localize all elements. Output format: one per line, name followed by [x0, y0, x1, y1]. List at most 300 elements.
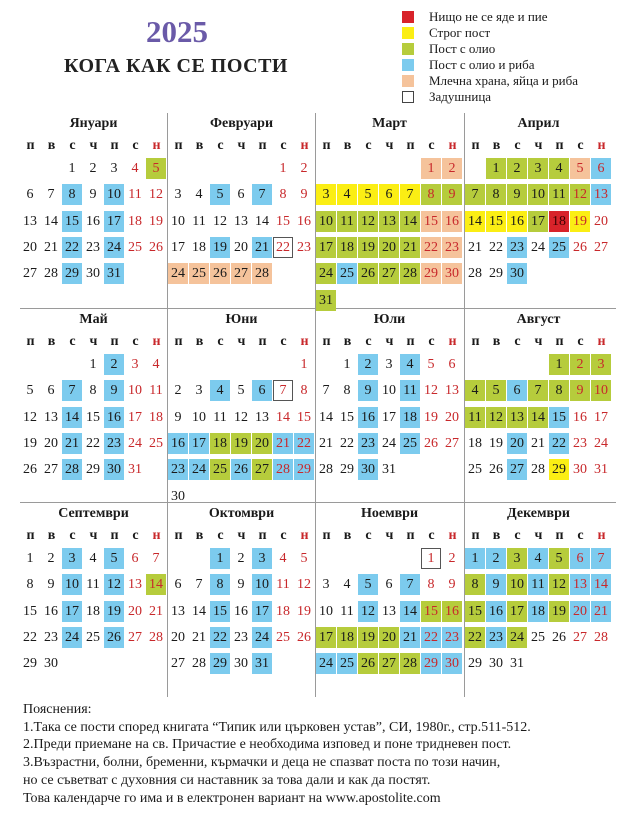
calendar-day: 17 [528, 211, 548, 232]
calendar-day: 18 [149, 409, 163, 425]
calendar-day: 29 [489, 266, 503, 282]
calendar-day: 1 [421, 548, 441, 569]
weekday-label: с [69, 138, 76, 153]
calendar-day: 10 [252, 574, 272, 595]
month-name: Март [372, 116, 407, 131]
weekday-label: с [280, 528, 287, 543]
calendar-day: 10 [316, 211, 336, 232]
calendar-day: 7 [47, 187, 55, 203]
calendar-day: 29 [340, 462, 354, 478]
weekday-label: с [132, 334, 139, 349]
calendar-day: 6 [379, 184, 399, 205]
calendar-day: 16 [104, 407, 124, 428]
calendar-day: 18 [468, 435, 482, 451]
calendar-day: 25 [189, 263, 209, 284]
calendar-day: 30 [489, 656, 503, 672]
calendar-day: 9 [237, 577, 245, 593]
weekday-label: п [555, 334, 564, 349]
calendar-day: 11 [128, 187, 142, 203]
calendar-day: 25 [531, 629, 545, 645]
calendar-day: 8 [62, 184, 82, 205]
weekday-label: ч [534, 334, 543, 349]
calendar-day: 14 [62, 407, 82, 428]
calendar-day: 4 [279, 551, 287, 566]
note-line: 2.Преди приемане на св. Причастие е необходима изповед и поне тридневен пост. [23, 737, 512, 753]
calendar-day: 23 [44, 629, 58, 645]
calendar-day: 17 [382, 409, 396, 425]
calendar-day: 27 [507, 459, 527, 480]
calendar-day: 21 [149, 603, 163, 619]
calendar-day: 11 [149, 383, 163, 399]
calendar-day: 11 [549, 184, 569, 205]
calendar-day: 28 [273, 459, 293, 480]
weekday-label: с [365, 528, 372, 543]
calendar-day: 10 [171, 213, 185, 229]
calendar-day: 5 [300, 551, 308, 566]
calendar-day: 7 [465, 184, 485, 205]
calendar-day: 13 [382, 603, 396, 619]
calendar-day: 31 [594, 462, 608, 478]
weekday-label: п [26, 138, 35, 153]
calendar-day: 2 [486, 548, 506, 569]
weekday-label: ч [385, 334, 394, 349]
calendar-day: 25 [149, 435, 163, 451]
calendar-day: 16 [442, 601, 462, 622]
calendar-day: 29 [468, 656, 482, 672]
calendar-day: 27 [128, 629, 142, 645]
calendar-day: 6 [47, 383, 55, 399]
calendar-day: 12 [358, 211, 378, 232]
weekday-label: ч [534, 138, 543, 153]
calendar-day: 25 [337, 263, 357, 284]
calendar-day: 10 [507, 574, 527, 595]
calendar-day: 5 [358, 574, 378, 595]
calendar-day: 9 [358, 380, 378, 401]
calendar-day: 6 [131, 551, 139, 566]
calendar-day: 17 [171, 239, 185, 255]
calendar-day: 26 [358, 263, 378, 284]
weekday-label: в [47, 138, 56, 153]
calendar-day: 5 [146, 158, 166, 179]
calendar-day: 15 [340, 409, 354, 425]
weekday-label: п [471, 334, 480, 349]
weekday-label: в [195, 334, 204, 349]
calendar-day: 10 [591, 380, 611, 401]
calendar-day: 23 [442, 237, 462, 258]
calendar-day: 15 [421, 601, 441, 622]
weekday-label: с [365, 334, 372, 349]
calendar-day: 5 [26, 383, 34, 399]
weekday-label: с [217, 528, 224, 543]
calendar-day: 14 [591, 574, 611, 595]
weekday-label: в [47, 528, 56, 543]
weekday-label: п [174, 334, 183, 349]
calendar-day: 24 [382, 435, 396, 451]
calendar-day: 2 [174, 383, 182, 399]
calendar-day: 12 [234, 409, 248, 425]
calendar-day: 21 [591, 601, 611, 622]
calendar-day: 7 [252, 184, 272, 205]
note-line: но се съветват с духовния си наставник за това дали и как да постят. [23, 772, 431, 788]
calendar-day: 28 [62, 459, 82, 480]
calendar-day: 27 [573, 629, 587, 645]
calendar-day: 1 [549, 354, 569, 375]
calendar-day: 7 [273, 380, 293, 401]
weekday-label: с [365, 138, 372, 153]
calendar-day: 9 [300, 187, 308, 203]
calendar-day: 16 [442, 211, 462, 232]
calendar-day: 3 [131, 357, 139, 372]
calendar-day: 7 [400, 184, 420, 205]
calendar-day: 31 [316, 290, 336, 311]
calendar-day: 12 [213, 213, 227, 229]
calendar-day: 30 [86, 266, 100, 282]
weekday-label: п [174, 138, 183, 153]
calendar-day: 1 [210, 548, 230, 569]
calendar-day: 3 [62, 548, 82, 569]
calendar-day: 11 [86, 577, 100, 593]
calendar-day: 18 [276, 603, 290, 619]
calendar-day: 6 [174, 577, 182, 593]
calendar-day: 15 [465, 601, 485, 622]
weekday-label: с [69, 528, 76, 543]
weekday-label: с [69, 334, 76, 349]
calendar-day: 13 [591, 184, 611, 205]
calendar-day: 9 [448, 577, 456, 593]
weekday-label: п [258, 138, 267, 153]
calendar-day: 2 [89, 161, 97, 176]
weekday-label: п [258, 528, 267, 543]
calendar-day: 8 [486, 184, 506, 205]
calendar-day: 17 [252, 601, 272, 622]
weekday-label: н [300, 334, 309, 349]
calendar-day: 27 [379, 263, 399, 284]
page-title: КОГА КАК СЕ ПОСТИ [64, 55, 288, 77]
calendar-day: 12 [570, 184, 590, 205]
calendar-day: 23 [297, 239, 311, 255]
calendar-day: 30 [442, 263, 462, 284]
calendar-day: 24 [531, 239, 545, 255]
weekday-label: с [428, 138, 435, 153]
calendar-day: 12 [424, 383, 438, 399]
calendar-day: 20 [570, 601, 590, 622]
calendar-day: 25 [86, 629, 100, 645]
calendar-day: 6 [448, 357, 456, 372]
calendar-day: 3 [322, 577, 330, 593]
weekday-label: п [322, 334, 331, 349]
calendar-day: 16 [507, 211, 527, 232]
calendar-day: 15 [23, 603, 37, 619]
calendar-day: 4 [549, 158, 569, 179]
calendar-day: 26 [489, 462, 503, 478]
calendar-day: 7 [195, 577, 203, 593]
calendar-day: 14 [319, 409, 333, 425]
calendar-day: 3 [110, 161, 118, 176]
weekday-label: п [555, 138, 564, 153]
calendar-day: 30 [104, 459, 124, 480]
calendar-day: 26 [23, 462, 37, 478]
calendar-day: 28 [44, 266, 58, 282]
calendar-day: 8 [343, 383, 351, 399]
calendar-day: 1 [465, 548, 485, 569]
calendar-day: 22 [273, 237, 293, 258]
calendar-day: 8 [26, 577, 34, 593]
calendar-day: 21 [44, 239, 58, 255]
calendar-day: 18 [400, 407, 420, 428]
calendar-day: 9 [89, 187, 97, 203]
calendar-day: 2 [237, 551, 245, 566]
calendar-day: 15 [276, 213, 290, 229]
weekday-label: в [343, 334, 352, 349]
calendar-day: 6 [237, 187, 245, 203]
calendar-day: 4 [400, 354, 420, 375]
month-name: Юни [225, 312, 258, 327]
calendar-day: 19 [358, 237, 378, 258]
calendar-day: 22 [421, 627, 441, 648]
calendar-day: 3 [252, 548, 272, 569]
calendar-day: 29 [23, 656, 37, 672]
weekday-label: п [110, 334, 119, 349]
calendar-day: 11 [528, 574, 548, 595]
calendar-day: 27 [379, 653, 399, 674]
calendar-day: 14 [400, 601, 420, 622]
calendar-day: 17 [594, 409, 608, 425]
month-name: Май [79, 312, 108, 327]
weekday-label: ч [89, 138, 98, 153]
calendar-day: 20 [234, 239, 248, 255]
calendar-day: 11 [340, 603, 354, 619]
weekday-label: н [152, 528, 161, 543]
weekday-label: с [514, 528, 521, 543]
calendar-day: 6 [591, 158, 611, 179]
calendar-day: 4 [210, 380, 230, 401]
calendar-day: 27 [23, 266, 37, 282]
weekday-label: в [492, 334, 501, 349]
calendar-day: 29 [421, 263, 441, 284]
calendar-day: 8 [300, 383, 308, 399]
note-line: Това календарче го има и в електронен вариант на www.apostolite.com [23, 790, 441, 806]
note-line: 3.Възрастни, болни, бременни, кърмачки и деца не спазват поста по този начин, [23, 755, 501, 771]
calendar-day: 10 [62, 574, 82, 595]
calendar-day: 7 [591, 548, 611, 569]
weekday-label: в [195, 528, 204, 543]
note-line: 1.Така се пости според книгата “Типик или църковен устав”, СИ, 1980г., стр.511-512. [23, 719, 531, 735]
calendar-day: 20 [445, 409, 459, 425]
calendar-day: 14 [146, 574, 166, 595]
calendar-day: 12 [149, 187, 163, 203]
calendar-day: 18 [86, 603, 100, 619]
weekday-label: с [132, 138, 139, 153]
calendar-grid [20, 113, 616, 697]
calendar-day: 1 [89, 357, 97, 372]
calendar-day: 5 [570, 158, 590, 179]
calendar-day: 28 [319, 462, 333, 478]
calendar-day: 30 [573, 462, 587, 478]
outline-square-icon [402, 91, 414, 103]
weekday-label: н [300, 138, 309, 153]
calendar-day: 12 [549, 574, 569, 595]
calendar-day: 18 [549, 211, 569, 232]
month-name: Юли [373, 312, 406, 327]
calendar-day: 23 [168, 459, 188, 480]
weekday-label: с [428, 334, 435, 349]
yellow-swatch-icon [402, 27, 414, 39]
calendar-day: 16 [86, 213, 100, 229]
calendar-day: 1 [26, 551, 34, 566]
weekday-label: н [448, 334, 457, 349]
calendar-day: 20 [252, 433, 272, 454]
calendar-day: 5 [486, 380, 506, 401]
calendar-day: 31 [128, 462, 142, 478]
weekday-label: с [280, 138, 287, 153]
month-block [316, 503, 463, 699]
calendar-day: 18 [337, 627, 357, 648]
calendar-day: 4 [89, 551, 97, 566]
calendar-day: 8 [210, 574, 230, 595]
calendar-day: 21 [62, 433, 82, 454]
calendar-day: 20 [44, 435, 58, 451]
calendar-day: 17 [62, 601, 82, 622]
calendar-day: 22 [62, 237, 82, 258]
calendar-day: 8 [465, 574, 485, 595]
month-block [465, 113, 612, 309]
calendar-day: 19 [149, 213, 163, 229]
weekday-label: п [471, 138, 480, 153]
calendar-day: 24 [62, 627, 82, 648]
weekday-label: ч [534, 528, 543, 543]
weekday-label: п [555, 528, 564, 543]
calendar-day: 23 [507, 237, 527, 258]
calendar-day: 20 [379, 237, 399, 258]
calendar-day: 15 [86, 409, 100, 425]
weekday-label: ч [385, 528, 394, 543]
calendar-day: 14 [465, 211, 485, 232]
calendar-day: 6 [507, 380, 527, 401]
calendar-day: 2 [47, 551, 55, 566]
calendar-day: 24 [316, 653, 336, 674]
calendar-day: 3 [316, 184, 336, 205]
calendar-day: 22 [421, 237, 441, 258]
calendar-day: 25 [549, 237, 569, 258]
calendar-day: 6 [385, 577, 393, 593]
calendar-day: 11 [337, 211, 357, 232]
calendar-day: 15 [549, 407, 569, 428]
calendar-day: 22 [340, 435, 354, 451]
calendar-day: 26 [210, 263, 230, 284]
weekday-label: в [343, 528, 352, 543]
month-name: Септември [58, 506, 129, 521]
calendar-day: 26 [149, 239, 163, 255]
weekday-label: п [258, 334, 267, 349]
weekday-label: п [322, 528, 331, 543]
calendar-day: 19 [489, 435, 503, 451]
calendar-day: 18 [128, 213, 142, 229]
weekday-label: с [428, 528, 435, 543]
calendar-day: 8 [549, 380, 569, 401]
calendar-day: 28 [468, 266, 482, 282]
calendar-day: 29 [549, 459, 569, 480]
weekday-label: п [26, 334, 35, 349]
calendar-day: 25 [337, 653, 357, 674]
calendar-day: 24 [594, 435, 608, 451]
calendar-day: 21 [192, 629, 206, 645]
calendar-day: 13 [255, 409, 269, 425]
calendar-day: 13 [379, 211, 399, 232]
weekday-label: в [47, 334, 56, 349]
month-name: Октомври [208, 506, 275, 521]
weekday-label: ч [385, 138, 394, 153]
calendar-day: 30 [442, 653, 462, 674]
calendar-day: 18 [528, 601, 548, 622]
calendar-day: 26 [573, 239, 587, 255]
calendar-day: 13 [234, 213, 248, 229]
calendar-day: 21 [319, 435, 333, 451]
month-block [316, 113, 463, 309]
calendar-day: 14 [192, 603, 206, 619]
calendar-day: 21 [531, 435, 545, 451]
calendar-day: 23 [234, 629, 248, 645]
calendar-day: 20 [128, 603, 142, 619]
calendar-day: 14 [276, 409, 290, 425]
weekday-label: с [577, 138, 584, 153]
calendar-day: 26 [104, 627, 124, 648]
calendar-day: 19 [570, 211, 590, 232]
calendar-day: 31 [104, 263, 124, 284]
calendar-day: 13 [445, 383, 459, 399]
calendar-day: 3 [507, 548, 527, 569]
calendar-day: 10 [128, 383, 142, 399]
calendar-day: 28 [594, 629, 608, 645]
calendar-day: 5 [237, 383, 245, 399]
calendar-day: 24 [189, 459, 209, 480]
month-block [20, 113, 167, 309]
weekday-label: н [597, 528, 606, 543]
year-heading: 2025 [146, 14, 208, 49]
calendar-day: 28 [252, 263, 272, 284]
calendar-day: 21 [252, 237, 272, 258]
weekday-label: н [152, 334, 161, 349]
calendar-day: 4 [465, 380, 485, 401]
calendar-day: 11 [213, 409, 227, 425]
calendar-day: 16 [234, 603, 248, 619]
calendar-day: 20 [23, 239, 37, 255]
calendar-day: 27 [445, 435, 459, 451]
peach-swatch-icon [402, 75, 414, 87]
calendar-day: 2 [448, 551, 456, 566]
calendar-day: 15 [297, 409, 311, 425]
weekday-label: п [110, 528, 119, 543]
calendar-day: 14 [528, 407, 548, 428]
month-block [465, 503, 612, 699]
calendar-day: 2 [104, 354, 124, 375]
calendar-day: 27 [171, 656, 185, 672]
calendar-day: 25 [276, 629, 290, 645]
calendar-day: 22 [465, 627, 485, 648]
weekday-label: в [343, 138, 352, 153]
calendar-day: 27 [252, 459, 272, 480]
notes-heading: Пояснения: [23, 702, 92, 717]
calendar-day: 6 [26, 187, 34, 203]
calendar-day: 3 [195, 383, 203, 399]
calendar-day: 12 [104, 574, 124, 595]
calendar-day: 29 [62, 263, 82, 284]
calendar-day: 9 [104, 380, 124, 401]
calendar-day: 18 [337, 237, 357, 258]
calendar-day: 6 [570, 548, 590, 569]
calendar-day: 28 [192, 656, 206, 672]
calendar-day: 9 [570, 380, 590, 401]
calendar-day: 8 [89, 383, 97, 399]
